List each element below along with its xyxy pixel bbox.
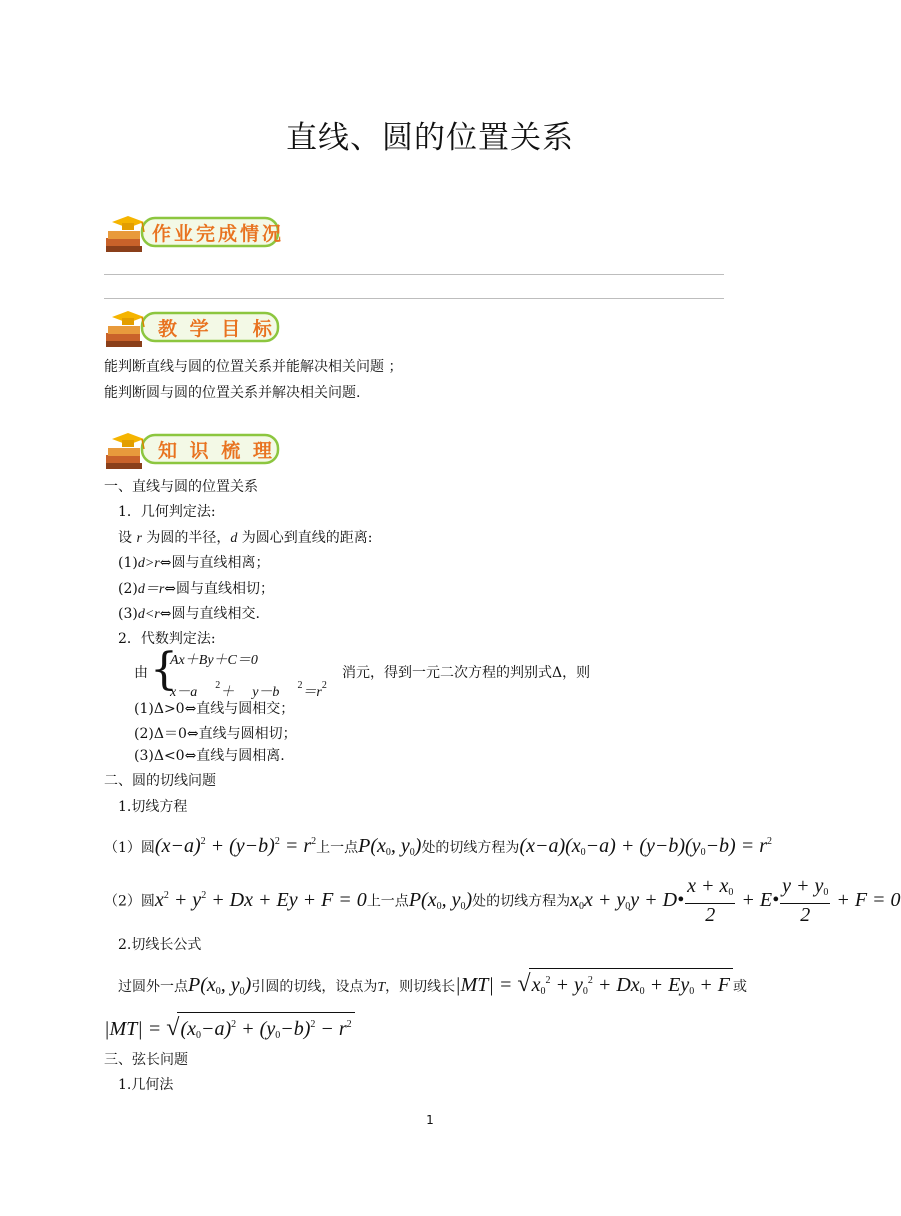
homework-banner-label: 作业完成情况 [152,223,285,245]
answer-line-2 [104,298,724,299]
eq2-part: x－a [170,685,198,700]
case-expr: d<r [137,607,160,622]
goals-banner [104,305,284,353]
goal-1: 能判断直线与圆的位置关系并能解决相关问题 ； [104,359,403,375]
item-text: 处的切线方程为 [421,840,520,856]
geometric-chord-title: 1.几何法 [118,1077,174,1093]
homework-banner [104,210,284,258]
goal-2: 能判断圆与圆的位置关系并解决相关问题. [104,385,361,401]
system-prefix: 由 [134,665,148,681]
system-equation-2: x－a $^2$＋ y－b $^2=r^2$ [170,680,327,700]
geo-case-2 [118,580,274,599]
case-num: (2) [118,581,138,597]
geo-case-1 [118,554,269,573]
section2-heading: 二、圆的切线问题 [104,773,216,789]
geometric-method-title: 1．几何判定法: [118,504,216,520]
case-num: (1) [118,555,138,571]
len-text: 过圆外一点 [118,979,188,995]
goals-banner-label: 教 学 目 标 [158,318,275,340]
len-text: ，则切线长 [385,979,456,995]
case-expr: d>r [137,556,160,571]
len-or: 或 [732,979,747,995]
tangent-equation-title: 1.切线方程 [118,799,188,815]
section1-heading: 一、直线与圆的位置关系 [104,479,258,495]
intro-text: 为圆心到直线的距离: [237,530,373,546]
knowledge-banner-label: 知 识 梳 理 [158,440,275,462]
page-title: 直线、圆的位置关系 [286,120,574,156]
intro-text: 为圆的半径， [141,530,231,546]
alg-case-1: (1)Δ>0⇔直线与圆相交； [134,701,295,717]
algebraic-method-title: 2．代数判定法: [118,631,216,647]
item-text: 处的切线方程为 [472,893,571,910]
eq2-part: ＋ [220,685,235,700]
system-equation-1: Ax＋By＋C＝0 [170,653,258,668]
system-brace: { [150,644,178,695]
case-text: ⇔圆与直线相交. [159,606,260,622]
item-text: 上一点 [366,893,409,910]
len-text: 引圆的切线，设点为 [251,979,378,995]
item-label: （2）圆 [104,893,155,910]
eq2-part: ＝r [302,685,322,700]
geometric-method-intro [118,529,373,548]
tangent-length-title: 2.切线长公式 [118,937,202,953]
tangent-item-2: （2）圆$x^2 + y^2 + Dx + Ey + F = 0$上一点$P(x_0$, $y_0$)处的切线方程为$x_0x + y_0y$ + D• $\frac{x + x_0}{2}$ + E• $\frac{y + y_0}{2}$ + F = 0 [104,875,901,926]
intro-d: d [230,531,238,546]
page-number: 1 [426,1113,434,1127]
intro-text: 设 [118,530,137,546]
case-expr: d＝r [137,582,165,597]
geo-case-3 [118,605,260,624]
item-label: （1）圆 [104,840,155,856]
alg-case-2: (2)Δ＝0⇔直线与圆相切； [134,726,297,742]
len-T: T [377,980,386,995]
tangent-length-formula-1: 过圆外一点$P(x_0$, $y_0$)引圆的切线，设点为T，则切线长$|MT| = √x_0^2 + y_0^2 + Dx_0 + Ey_0 + F$ 或 [118,968,747,1004]
alg-case-3: (3)Δ<0⇔直线与圆相离. [134,748,285,764]
system-suffix: 消元，得到一元二次方程的判别式Δ，则 [342,665,591,681]
tangent-item-1: （1）圆$(x-a)^2 + (y-b)^2 = r^2$上一点$P(x_0$, $y_0$)处的切线方程为$(x-a)(x_0-a) + (y-b)(y_0-b) = r^2$ [104,835,772,858]
case-text: ⇔圆与直线相切； [164,581,275,597]
tangent-length-formula-2: $|MT| = √(x_0-a)^2 + (y_0-b)^2 - r^2$ [104,1012,355,1048]
knowledge-banner [104,427,284,475]
section3-heading: 三、弦长问题 [104,1052,188,1068]
item-text: 上一点 [316,840,359,856]
case-text: ⇔圆与直线相离； [159,555,270,571]
intro-r: r [136,531,142,546]
answer-line-1 [104,274,724,275]
case-num: (3) [118,606,138,622]
eq2-part: y－b [252,685,280,700]
